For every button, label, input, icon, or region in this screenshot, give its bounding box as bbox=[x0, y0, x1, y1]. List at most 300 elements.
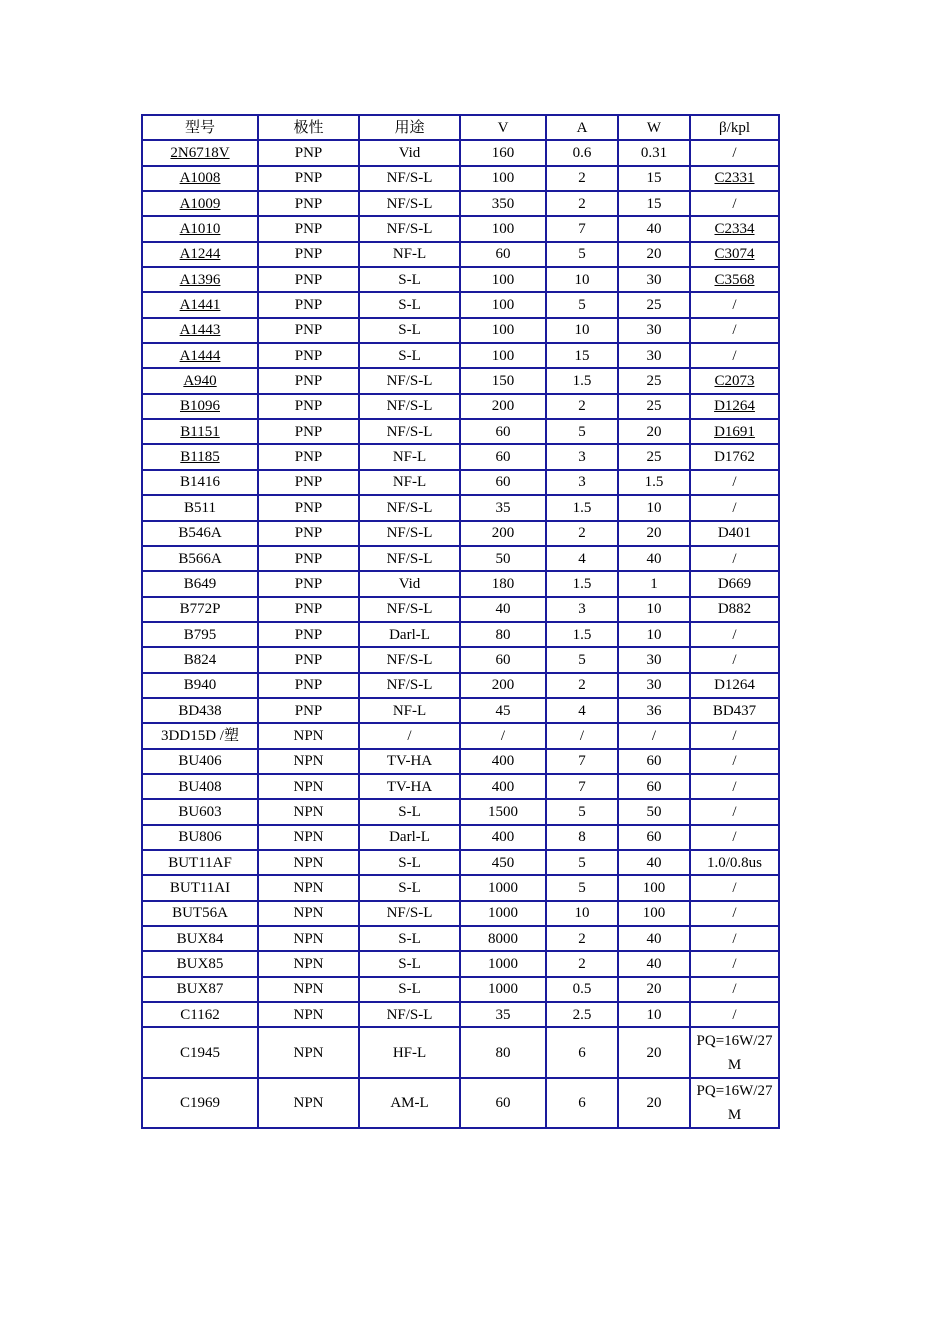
voltage-cell: 100 bbox=[460, 166, 546, 191]
voltage-cell: 400 bbox=[460, 749, 546, 774]
current-cell: 5 bbox=[546, 419, 618, 444]
voltage-cell: 40 bbox=[460, 597, 546, 622]
model-cell: A1396 bbox=[142, 267, 258, 292]
power-cell: 50 bbox=[618, 799, 690, 824]
power-cell: 30 bbox=[618, 318, 690, 343]
power-cell: 60 bbox=[618, 749, 690, 774]
current-cell: 2.5 bbox=[546, 1002, 618, 1027]
voltage-cell: 1000 bbox=[460, 977, 546, 1002]
power-cell: 1.5 bbox=[618, 470, 690, 495]
current-cell: 2 bbox=[546, 926, 618, 951]
model-cell: BD438 bbox=[142, 698, 258, 723]
power-cell: 40 bbox=[618, 216, 690, 241]
table-row bbox=[142, 977, 779, 1002]
usage-cell: NF-L bbox=[359, 470, 460, 495]
table-row bbox=[142, 901, 779, 926]
header-usage: 用途 bbox=[359, 115, 460, 140]
beta-kpl-cell: / bbox=[690, 825, 779, 850]
power-cell: 1 bbox=[618, 571, 690, 596]
table-row bbox=[142, 521, 779, 546]
table-row bbox=[142, 419, 779, 444]
header-voltage: V bbox=[460, 115, 546, 140]
usage-cell: NF/S-L bbox=[359, 166, 460, 191]
voltage-cell: 60 bbox=[460, 444, 546, 469]
current-cell: 4 bbox=[546, 698, 618, 723]
model-cell: BUX84 bbox=[142, 926, 258, 951]
power-cell: 36 bbox=[618, 698, 690, 723]
header-beta-kpl: β/kpl bbox=[690, 115, 779, 140]
beta-kpl-cell: / bbox=[690, 647, 779, 672]
usage-cell: Darl-L bbox=[359, 622, 460, 647]
power-cell: 60 bbox=[618, 774, 690, 799]
beta-kpl-cell: / bbox=[690, 622, 779, 647]
beta-kpl-cell: C3074 bbox=[690, 242, 779, 267]
power-cell: 10 bbox=[618, 1002, 690, 1027]
current-cell: 2 bbox=[546, 394, 618, 419]
voltage-cell: 400 bbox=[460, 774, 546, 799]
beta-kpl-cell: C2073 bbox=[690, 368, 779, 393]
current-cell: 0.6 bbox=[546, 140, 618, 165]
table-row bbox=[142, 1078, 779, 1129]
table-row bbox=[142, 470, 779, 495]
power-cell: 20 bbox=[618, 521, 690, 546]
usage-cell: NF/S-L bbox=[359, 546, 460, 571]
current-cell: 5 bbox=[546, 292, 618, 317]
polarity-cell: PNP bbox=[258, 140, 359, 165]
voltage-cell: 45 bbox=[460, 698, 546, 723]
polarity-cell: PNP bbox=[258, 368, 359, 393]
beta-kpl-cell: PQ=16W/27M bbox=[690, 1027, 779, 1078]
power-cell: 60 bbox=[618, 825, 690, 850]
table-row bbox=[142, 267, 779, 292]
model-cell: B795 bbox=[142, 622, 258, 647]
header-row bbox=[142, 115, 779, 140]
polarity-cell: PNP bbox=[258, 622, 359, 647]
polarity-cell: PNP bbox=[258, 495, 359, 520]
voltage-cell: 8000 bbox=[460, 926, 546, 951]
table-row bbox=[142, 571, 779, 596]
beta-kpl-cell: D401 bbox=[690, 521, 779, 546]
power-cell: 10 bbox=[618, 622, 690, 647]
polarity-cell: NPN bbox=[258, 723, 359, 748]
usage-cell: Darl-L bbox=[359, 825, 460, 850]
usage-cell: S-L bbox=[359, 343, 460, 368]
table-row bbox=[142, 723, 779, 748]
usage-cell: NF/S-L bbox=[359, 394, 460, 419]
usage-cell: NF-L bbox=[359, 698, 460, 723]
model-cell: BUX87 bbox=[142, 977, 258, 1002]
beta-kpl-cell: D1762 bbox=[690, 444, 779, 469]
polarity-cell: NPN bbox=[258, 875, 359, 900]
polarity-cell: NPN bbox=[258, 1078, 359, 1129]
model-cell: BU406 bbox=[142, 749, 258, 774]
power-cell: 10 bbox=[618, 495, 690, 520]
voltage-cell: 100 bbox=[460, 216, 546, 241]
model-cell: B1416 bbox=[142, 470, 258, 495]
model-cell: C1969 bbox=[142, 1078, 258, 1129]
model-cell: A1009 bbox=[142, 191, 258, 216]
usage-cell: NF/S-L bbox=[359, 673, 460, 698]
beta-kpl-cell: C2334 bbox=[690, 216, 779, 241]
current-cell: 2 bbox=[546, 673, 618, 698]
current-cell: 8 bbox=[546, 825, 618, 850]
voltage-cell: 60 bbox=[460, 647, 546, 672]
polarity-cell: PNP bbox=[258, 647, 359, 672]
power-cell: 25 bbox=[618, 444, 690, 469]
usage-cell: NF-L bbox=[359, 444, 460, 469]
model-cell: A1010 bbox=[142, 216, 258, 241]
polarity-cell: NPN bbox=[258, 850, 359, 875]
voltage-cell: / bbox=[460, 723, 546, 748]
usage-cell: NF/S-L bbox=[359, 191, 460, 216]
beta-kpl-cell: / bbox=[690, 799, 779, 824]
current-cell: 5 bbox=[546, 799, 618, 824]
polarity-cell: NPN bbox=[258, 901, 359, 926]
current-cell: 15 bbox=[546, 343, 618, 368]
beta-kpl-cell: / bbox=[690, 495, 779, 520]
power-cell: 40 bbox=[618, 926, 690, 951]
power-cell: 100 bbox=[618, 875, 690, 900]
voltage-cell: 60 bbox=[460, 419, 546, 444]
usage-cell: Vid bbox=[359, 140, 460, 165]
model-cell: A1441 bbox=[142, 292, 258, 317]
model-cell: BUX85 bbox=[142, 951, 258, 976]
usage-cell: S-L bbox=[359, 267, 460, 292]
voltage-cell: 400 bbox=[460, 825, 546, 850]
beta-kpl-cell: / bbox=[690, 926, 779, 951]
table-row bbox=[142, 216, 779, 241]
polarity-cell: NPN bbox=[258, 1002, 359, 1027]
model-cell: B546A bbox=[142, 521, 258, 546]
table-row bbox=[142, 774, 779, 799]
table-row bbox=[142, 191, 779, 216]
polarity-cell: PNP bbox=[258, 470, 359, 495]
voltage-cell: 35 bbox=[460, 495, 546, 520]
beta-kpl-cell: / bbox=[690, 875, 779, 900]
model-cell: BUT56A bbox=[142, 901, 258, 926]
table-row bbox=[142, 647, 779, 672]
table-row bbox=[142, 749, 779, 774]
current-cell: 7 bbox=[546, 774, 618, 799]
beta-kpl-cell: / bbox=[690, 140, 779, 165]
voltage-cell: 180 bbox=[460, 571, 546, 596]
current-cell: 1.5 bbox=[546, 495, 618, 520]
table-row bbox=[142, 951, 779, 976]
polarity-cell: NPN bbox=[258, 749, 359, 774]
table-row bbox=[142, 394, 779, 419]
beta-kpl-cell: / bbox=[690, 749, 779, 774]
model-cell: B1096 bbox=[142, 394, 258, 419]
beta-kpl-cell: / bbox=[690, 774, 779, 799]
usage-cell: NF/S-L bbox=[359, 419, 460, 444]
current-cell: 10 bbox=[546, 318, 618, 343]
beta-kpl-cell: / bbox=[690, 292, 779, 317]
usage-cell: NF/S-L bbox=[359, 216, 460, 241]
table-row bbox=[142, 546, 779, 571]
voltage-cell: 1000 bbox=[460, 875, 546, 900]
usage-cell: / bbox=[359, 723, 460, 748]
model-cell: B649 bbox=[142, 571, 258, 596]
usage-cell: AM-L bbox=[359, 1078, 460, 1129]
current-cell: 2 bbox=[546, 191, 618, 216]
table-body bbox=[142, 140, 779, 1128]
power-cell: 20 bbox=[618, 1078, 690, 1129]
beta-kpl-cell: / bbox=[690, 343, 779, 368]
usage-cell: NF-L bbox=[359, 242, 460, 267]
table-row bbox=[142, 875, 779, 900]
polarity-cell: PNP bbox=[258, 673, 359, 698]
current-cell: 7 bbox=[546, 749, 618, 774]
beta-kpl-cell: D1691 bbox=[690, 419, 779, 444]
current-cell: 2 bbox=[546, 951, 618, 976]
voltage-cell: 350 bbox=[460, 191, 546, 216]
voltage-cell: 80 bbox=[460, 622, 546, 647]
usage-cell: S-L bbox=[359, 926, 460, 951]
voltage-cell: 50 bbox=[460, 546, 546, 571]
power-cell: 25 bbox=[618, 368, 690, 393]
current-cell: 5 bbox=[546, 242, 618, 267]
beta-kpl-cell: C2331 bbox=[690, 166, 779, 191]
table-row bbox=[142, 597, 779, 622]
polarity-cell: PNP bbox=[258, 242, 359, 267]
voltage-cell: 60 bbox=[460, 1078, 546, 1129]
voltage-cell: 60 bbox=[460, 470, 546, 495]
beta-kpl-cell: BD437 bbox=[690, 698, 779, 723]
beta-kpl-cell: / bbox=[690, 1002, 779, 1027]
voltage-cell: 1500 bbox=[460, 799, 546, 824]
power-cell: 40 bbox=[618, 850, 690, 875]
model-cell: C1162 bbox=[142, 1002, 258, 1027]
model-cell: B772P bbox=[142, 597, 258, 622]
power-cell: 25 bbox=[618, 394, 690, 419]
model-cell: BUT11AI bbox=[142, 875, 258, 900]
header-model: 型号 bbox=[142, 115, 258, 140]
usage-cell: NF/S-L bbox=[359, 597, 460, 622]
voltage-cell: 200 bbox=[460, 673, 546, 698]
model-cell: 2N6718V bbox=[142, 140, 258, 165]
polarity-cell: NPN bbox=[258, 926, 359, 951]
polarity-cell: PNP bbox=[258, 267, 359, 292]
usage-cell: TV-HA bbox=[359, 749, 460, 774]
current-cell: 7 bbox=[546, 216, 618, 241]
model-cell: B824 bbox=[142, 647, 258, 672]
current-cell: 0.5 bbox=[546, 977, 618, 1002]
polarity-cell: NPN bbox=[258, 799, 359, 824]
beta-kpl-cell: / bbox=[690, 470, 779, 495]
table-row bbox=[142, 850, 779, 875]
current-cell: 5 bbox=[546, 875, 618, 900]
usage-cell: NF/S-L bbox=[359, 495, 460, 520]
current-cell: / bbox=[546, 723, 618, 748]
power-cell: 40 bbox=[618, 951, 690, 976]
current-cell: 2 bbox=[546, 521, 618, 546]
usage-cell: NF/S-L bbox=[359, 647, 460, 672]
transistor-table bbox=[141, 114, 780, 1129]
usage-cell: TV-HA bbox=[359, 774, 460, 799]
beta-kpl-cell: D669 bbox=[690, 571, 779, 596]
power-cell: 30 bbox=[618, 673, 690, 698]
header-power: W bbox=[618, 115, 690, 140]
power-cell: 20 bbox=[618, 977, 690, 1002]
model-cell: A1444 bbox=[142, 343, 258, 368]
model-cell: B566A bbox=[142, 546, 258, 571]
current-cell: 3 bbox=[546, 597, 618, 622]
usage-cell: S-L bbox=[359, 799, 460, 824]
power-cell: 20 bbox=[618, 1027, 690, 1078]
table-row bbox=[142, 1027, 779, 1078]
voltage-cell: 100 bbox=[460, 318, 546, 343]
polarity-cell: PNP bbox=[258, 191, 359, 216]
model-cell: 3DD15D /塑 bbox=[142, 723, 258, 748]
table-row bbox=[142, 343, 779, 368]
power-cell: 15 bbox=[618, 166, 690, 191]
usage-cell: HF-L bbox=[359, 1027, 460, 1078]
power-cell: 30 bbox=[618, 343, 690, 368]
beta-kpl-cell: PQ=16W/27M bbox=[690, 1078, 779, 1129]
power-cell: 100 bbox=[618, 901, 690, 926]
table-row bbox=[142, 698, 779, 723]
table-row bbox=[142, 444, 779, 469]
voltage-cell: 80 bbox=[460, 1027, 546, 1078]
power-cell: 20 bbox=[618, 419, 690, 444]
current-cell: 1.5 bbox=[546, 622, 618, 647]
current-cell: 2 bbox=[546, 166, 618, 191]
usage-cell: S-L bbox=[359, 977, 460, 1002]
usage-cell: S-L bbox=[359, 318, 460, 343]
polarity-cell: NPN bbox=[258, 825, 359, 850]
beta-kpl-cell: / bbox=[690, 191, 779, 216]
polarity-cell: PNP bbox=[258, 419, 359, 444]
voltage-cell: 200 bbox=[460, 521, 546, 546]
current-cell: 5 bbox=[546, 850, 618, 875]
beta-kpl-cell: D882 bbox=[690, 597, 779, 622]
beta-kpl-cell: / bbox=[690, 546, 779, 571]
current-cell: 3 bbox=[546, 444, 618, 469]
current-cell: 10 bbox=[546, 267, 618, 292]
voltage-cell: 100 bbox=[460, 267, 546, 292]
polarity-cell: PNP bbox=[258, 292, 359, 317]
voltage-cell: 200 bbox=[460, 394, 546, 419]
model-cell: BU806 bbox=[142, 825, 258, 850]
polarity-cell: PNP bbox=[258, 698, 359, 723]
beta-kpl-cell: / bbox=[690, 951, 779, 976]
voltage-cell: 100 bbox=[460, 292, 546, 317]
power-cell: 40 bbox=[618, 546, 690, 571]
model-cell: A940 bbox=[142, 368, 258, 393]
beta-kpl-cell: D1264 bbox=[690, 394, 779, 419]
table-row bbox=[142, 495, 779, 520]
power-cell: 25 bbox=[618, 292, 690, 317]
usage-cell: S-L bbox=[359, 292, 460, 317]
table-row bbox=[142, 166, 779, 191]
current-cell: 3 bbox=[546, 470, 618, 495]
polarity-cell: PNP bbox=[258, 216, 359, 241]
power-cell: 10 bbox=[618, 597, 690, 622]
polarity-cell: PNP bbox=[258, 546, 359, 571]
polarity-cell: NPN bbox=[258, 1027, 359, 1078]
usage-cell: S-L bbox=[359, 850, 460, 875]
beta-kpl-cell: C3568 bbox=[690, 267, 779, 292]
header-polarity: 极性 bbox=[258, 115, 359, 140]
model-cell: B511 bbox=[142, 495, 258, 520]
beta-kpl-cell: / bbox=[690, 977, 779, 1002]
table-row bbox=[142, 799, 779, 824]
polarity-cell: PNP bbox=[258, 166, 359, 191]
usage-cell: S-L bbox=[359, 951, 460, 976]
table-row bbox=[142, 673, 779, 698]
model-cell: BU603 bbox=[142, 799, 258, 824]
model-cell: A1443 bbox=[142, 318, 258, 343]
table-row bbox=[142, 242, 779, 267]
model-cell: B1185 bbox=[142, 444, 258, 469]
voltage-cell: 1000 bbox=[460, 951, 546, 976]
current-cell: 1.5 bbox=[546, 368, 618, 393]
polarity-cell: PNP bbox=[258, 343, 359, 368]
beta-kpl-cell: / bbox=[690, 318, 779, 343]
polarity-cell: PNP bbox=[258, 597, 359, 622]
table-row bbox=[142, 1002, 779, 1027]
table-row bbox=[142, 825, 779, 850]
voltage-cell: 100 bbox=[460, 343, 546, 368]
table-row bbox=[142, 926, 779, 951]
usage-cell: NF/S-L bbox=[359, 1002, 460, 1027]
voltage-cell: 1000 bbox=[460, 901, 546, 926]
polarity-cell: PNP bbox=[258, 444, 359, 469]
beta-kpl-cell: D1264 bbox=[690, 673, 779, 698]
current-cell: 5 bbox=[546, 647, 618, 672]
table-row bbox=[142, 292, 779, 317]
model-cell: A1244 bbox=[142, 242, 258, 267]
current-cell: 10 bbox=[546, 901, 618, 926]
voltage-cell: 450 bbox=[460, 850, 546, 875]
voltage-cell: 160 bbox=[460, 140, 546, 165]
polarity-cell: NPN bbox=[258, 951, 359, 976]
model-cell: C1945 bbox=[142, 1027, 258, 1078]
voltage-cell: 150 bbox=[460, 368, 546, 393]
model-cell: B1151 bbox=[142, 419, 258, 444]
power-cell: 30 bbox=[618, 267, 690, 292]
polarity-cell: PNP bbox=[258, 521, 359, 546]
model-cell: A1008 bbox=[142, 166, 258, 191]
polarity-cell: NPN bbox=[258, 774, 359, 799]
beta-kpl-cell: 1.0/0.8us bbox=[690, 850, 779, 875]
usage-cell: NF/S-L bbox=[359, 521, 460, 546]
polarity-cell: PNP bbox=[258, 318, 359, 343]
power-cell: 15 bbox=[618, 191, 690, 216]
current-cell: 1.5 bbox=[546, 571, 618, 596]
usage-cell: S-L bbox=[359, 875, 460, 900]
usage-cell: NF/S-L bbox=[359, 368, 460, 393]
table-row bbox=[142, 318, 779, 343]
table-row bbox=[142, 622, 779, 647]
power-cell: 20 bbox=[618, 242, 690, 267]
model-cell: BUT11AF bbox=[142, 850, 258, 875]
table-row bbox=[142, 140, 779, 165]
model-cell: B940 bbox=[142, 673, 258, 698]
current-cell: 6 bbox=[546, 1027, 618, 1078]
power-cell: 30 bbox=[618, 647, 690, 672]
beta-kpl-cell: / bbox=[690, 901, 779, 926]
model-cell: BU408 bbox=[142, 774, 258, 799]
polarity-cell: NPN bbox=[258, 977, 359, 1002]
current-cell: 4 bbox=[546, 546, 618, 571]
polarity-cell: PNP bbox=[258, 394, 359, 419]
power-cell: / bbox=[618, 723, 690, 748]
beta-kpl-cell: / bbox=[690, 723, 779, 748]
power-cell: 0.31 bbox=[618, 140, 690, 165]
voltage-cell: 60 bbox=[460, 242, 546, 267]
usage-cell: NF/S-L bbox=[359, 901, 460, 926]
